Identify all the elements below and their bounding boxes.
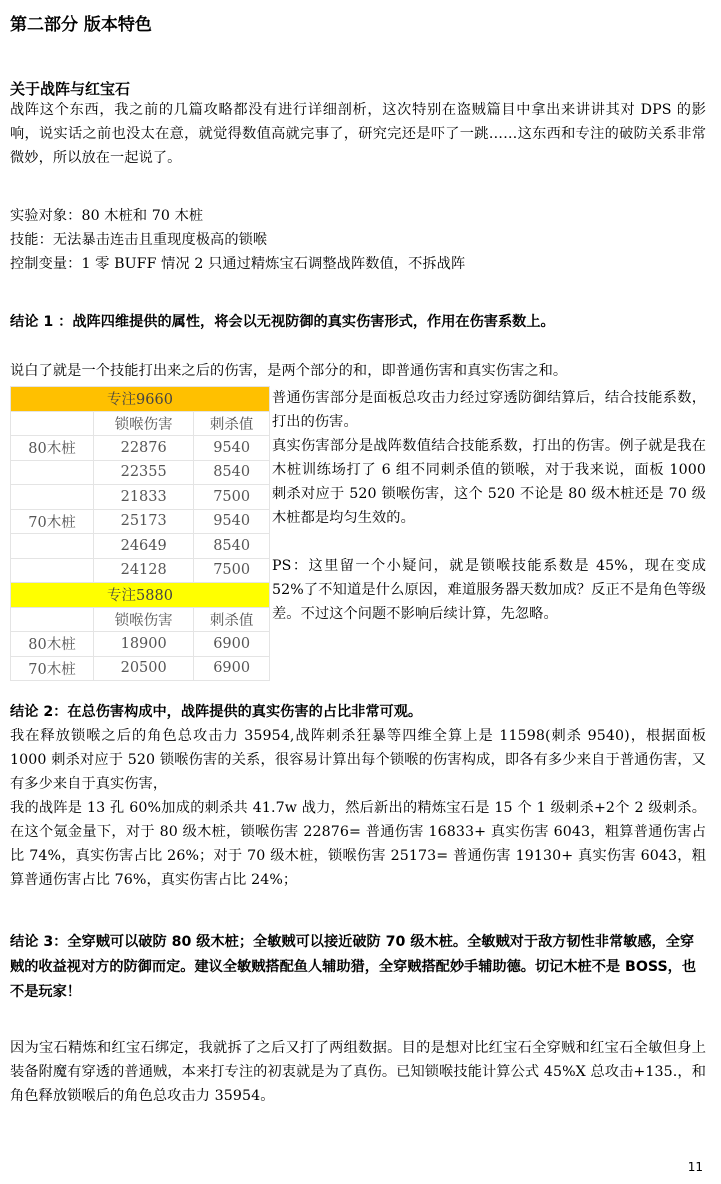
table-header-row [11,583,270,608]
table-row: 80木桩 22876 9540 [11,436,270,461]
focus-9660-header: 专注9660 [11,387,270,412]
true-damage-paragraph: 真实伤害部分是战阵数值结合技能系数，打出的伤害。例子就是我在木桩训练场打了 6 组不同刺杀值的锁喉，对于我来说，面板 1000 刺杀对应于 520 锁喉伤害，这个 520 不论是 80 级木桩还是 70 级木桩都是均匀生效的。 [272,438,706,526]
intro-paragraph: 战阵这个东西，我之前的几篇攻略都没有进行详细剖析，这次特别在盗贼篇目中拿出来讲讲其对 DPS 的影响，说实话之前也没太在意，就觉得数值高就完事了，研究完还是吓了一跳……这东西和专注的破防关系非常微妙，所以放在一起说了。 [10,102,706,166]
table-row: 21833 7500 [11,485,270,510]
normal-damage-paragraph: 普通伤害部分是面板总攻击力经过穿透防御结算后，结合技能系数，打出的伤害。 [272,390,706,430]
table-subheader-row [11,411,270,436]
table-row: 70木桩 20500 6900 [11,656,270,681]
conclusion-3: 结论 3：全穿贼可以破防 80 级木桩；全敏贼可以接近破防 70 级木桩。全敏贼对于敌方韧性非常敏感，全穿贼的收益视对方的防御而定。建议全敏贼搭配鱼人辅助猎，全穿贼搭配妙手辅助德。切记木桩不是 BOSS，也不是玩家！ [10,934,697,1000]
conclusion-2-paragraph-1: 我在释放锁喉之后的角色总攻击力 35954,战阵刺杀狂暴等四维全算上是 11598(刺杀 9540)，根据面板 1000 刺杀对应于 520 锁喉伤害的关系，很容易计算出每个锁喉的伤害构成，即各有多少来自于普通伤害，又有多少来自于真实伤害， [10,728,706,792]
setup-line-subject: 实验对象：80 木桩和 70 木桩 [10,208,204,224]
page-number: 11 [687,1160,703,1174]
table-row: 80木桩 18900 6900 [11,632,270,657]
col-header-stab: 刺杀值 [194,411,270,436]
conclusion-1-lead: 说白了就是一个技能打出来之后的伤害，是两个部分的和，即普通伤害和真实伤害之和。 [10,363,568,379]
conclusion-1-explanation [272,386,706,626]
setup-list [10,204,706,276]
table-row: 24649 8540 [11,534,270,559]
focus-5880-header: 专注5880 [11,583,270,608]
section-title: 第二部分 版本特色 [10,15,152,35]
about-heading: 关于战阵与红宝石 [10,80,131,98]
conclusion-2: 结论 2：在总伤害构成中，战阵提供的真实伤害的占比非常可观。 [10,704,423,720]
conclusion-1: 结论 1 ：战阵四维提供的属性，将会以无视防御的真实伤害形式，作用在伤害系数上。 [10,314,555,330]
damage-table [10,386,270,681]
table-row: 70木桩 25173 9540 [11,509,270,534]
setup-line-skill: 技能：无法暴击连击且重现度极高的锁喉 [10,232,268,248]
ps-paragraph: PS：这里留一个小疑问，就是锁喉技能系数是 45%，现在变成 52%了不知道是什么原因，难道服务器天数加成？反正不是角色等级差。不过这个问题不影响后续计算，先忽略。 [272,558,706,622]
table-row: 24128 7500 [11,558,270,583]
table-subheader-row: 锁喉伤害 刺杀值 [11,607,270,632]
conclusion-2-body [10,724,706,892]
col-header-damage: 锁喉伤害 [94,411,194,436]
setup-line-variable: 控制变量：1 零 BUFF 情况 2 只通过精炼宝石调整战阵数值，不拆战阵 [10,256,466,272]
final-paragraph: 因为宝石精炼和红宝石绑定，我就拆了之后又打了两组数据。目的是想对比红宝石全穿贼和红宝石全敏但身上装备附魔有穿透的普通贼，本来打专注的初衷就是为了真伤。已知锁喉技能计算公式 45%X 总攻击+135.，和角色释放锁喉后的角色总攻击力 35954。 [10,1040,706,1104]
table-header-row [11,387,270,412]
conclusion-2-paragraph-2: 我的战阵是 13 孔 60%加成的刺杀共 41.7w 战力，然后新出的精炼宝石是 15 个 1 级刺杀+2个 2 级刺杀。在这个氪金量下，对于 80 级木桩，锁喉伤害 22876= 普通伤害 16833+ 真实伤害 6043，粗算普通伤害占比 74%，真实伤害占比 26%；对于 70 级木桩，锁喉伤害 25173= 普通伤害 19130+ 真实伤害 6043，粗算普通伤害占比 76%，真实伤害占比 24%； [10,800,706,888]
table-row: 22355 8540 [11,460,270,485]
